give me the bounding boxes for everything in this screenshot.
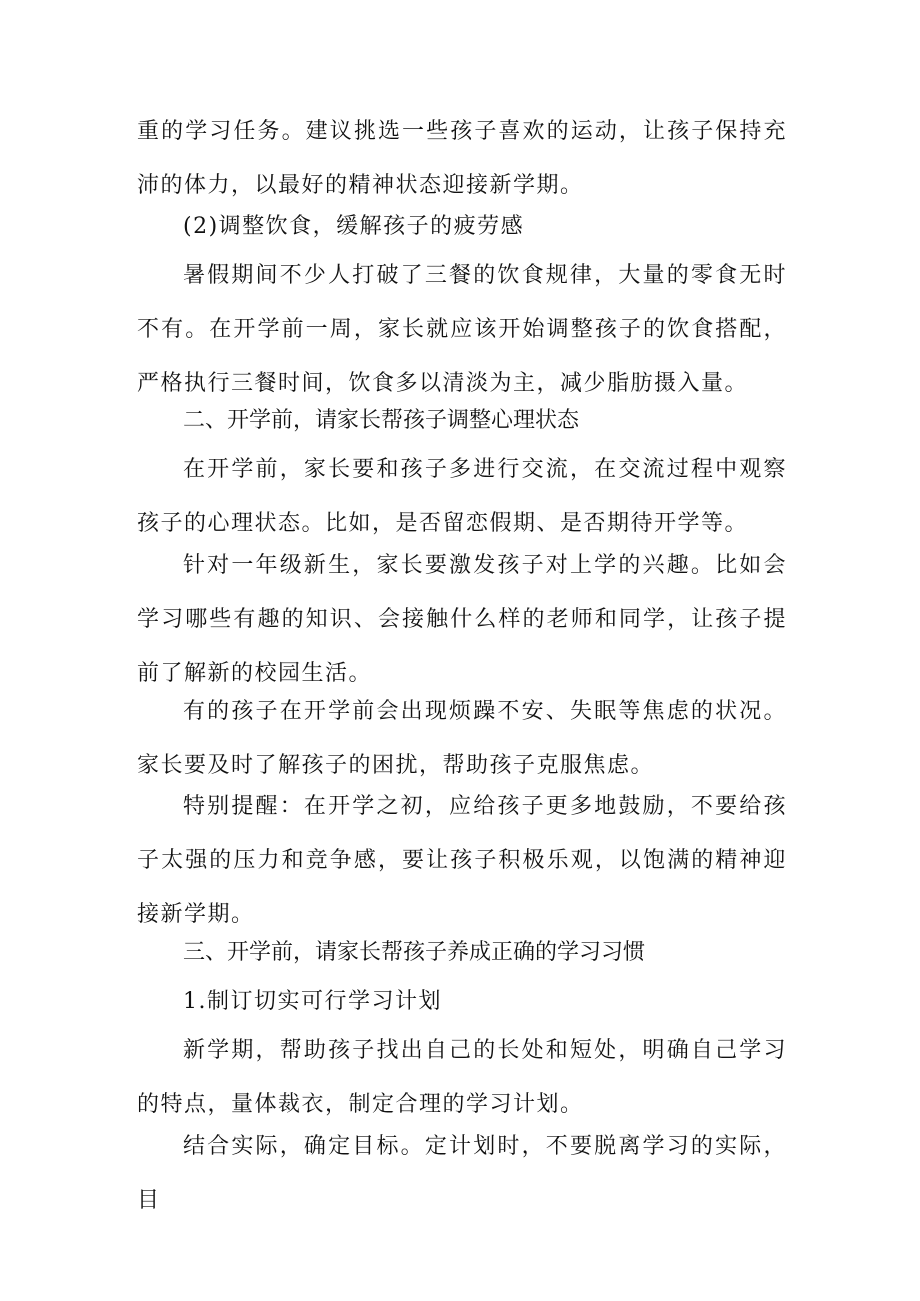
paragraph-new-semester: 新学期，帮助孩子找出自己的长处和短处，明确自己学习的特点，量体裁衣，制定合理的学习计划。 — [137, 1038, 787, 1117]
paragraph-set-goals: 结合实际，确定目标。定计划时，不要脱离学习的实际，目 — [137, 1134, 787, 1213]
paragraph-exercise-continuation: 重的学习任务。建议挑选一些孩子喜欢的运动，让孩子保持充沛的体力，以最好的精神状态迎接新学期。 — [137, 119, 787, 198]
paragraph-special-reminder: 特别提醒：在开学之初，应给孩子更多地鼓励，不要给孩子太强的压力和竞争感，要让孩子积极乐观，以饱满的精神迎接新学期。 — [137, 794, 787, 927]
paragraph-anxiety: 有的孩子在开学前会出现烦躁不安、失眠等焦虑的状况。家长要及时了解孩子的困扰，帮助孩子克服焦虑。 — [137, 699, 787, 778]
paragraph-diet: 暑假期间不少人打破了三餐的饮食规律，大量的零食无时不有。在开学前一周，家长就应该开始调整孩子的饮食搭配，严格执行三餐时间，饮食多以清淡为主，减少脂肪摄入量。 — [137, 263, 787, 396]
paragraph-first-grade: 针对一年级新生，家长要激发孩子对上学的兴趣。比如会学习哪些有趣的知识、会接触什么样的老师和同学，让孩子提前了解新的校园生活。 — [137, 553, 787, 686]
subheading-adjust-diet: (2)调整饮食，缓解孩子的疲劳感 — [183, 214, 525, 239]
subheading-study-plan: 1.制订切实可行学习计划 — [183, 989, 442, 1014]
section-heading-3: 三、开学前，请家长帮孩子养成正确的学习习惯 — [183, 940, 646, 965]
paragraph-communication: 在开学前，家长要和孩子多进行交流，在交流过程中观察孩子的心理状态。比如，是否留恋假期、是否期待开学等。 — [137, 457, 787, 536]
section-heading-2: 二、开学前，请家长帮孩子调整心理状态 — [183, 408, 580, 433]
